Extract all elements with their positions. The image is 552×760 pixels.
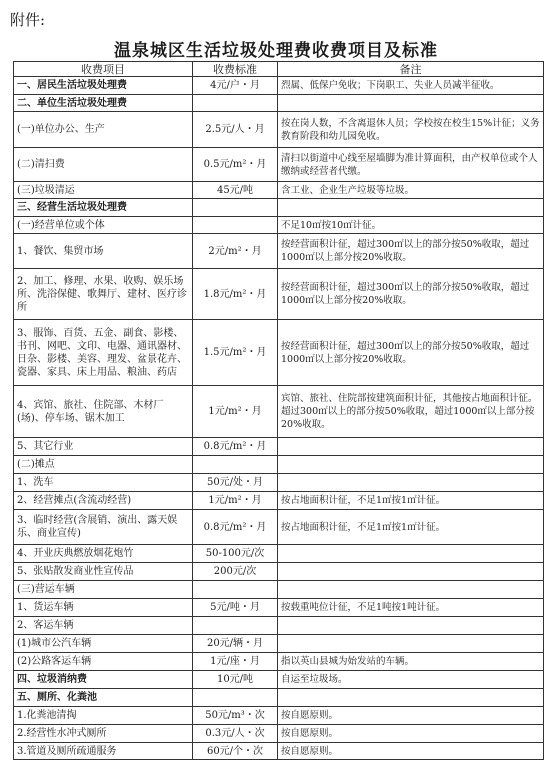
table-row [14,617,544,635]
section-row [14,95,544,112]
note-cell [278,689,544,707]
table-row [14,320,544,386]
item-cell: 3.管道及厕所疏通服务 [14,743,193,760]
standard-cell: 0.3元/人・次 [193,725,278,743]
item-cell: 2、客运车辆 [14,617,193,635]
note-cell: 按经营面积计征，超过300㎡以上的部分按50%收取，超过1000㎡以上部分按20%收取。 [278,320,544,386]
standard-cell [193,95,278,112]
item-cell: 四、垃圾消纳费 [14,671,193,689]
note-cell: 按自愿原则。 [278,743,544,760]
item-cell: 1、洗车 [14,474,193,492]
note-cell: 按经营面积计征，超过300㎡以上的部分按50%收取，超过1000㎡以上部分按20%收取。 [278,234,544,269]
note-cell: 宾馆、旅社、住院部按建筑面积计征，其他按占地面积计征。超过300㎡以上的部分按50%收取，超过1000㎡以上部分按20%收取。 [278,386,544,438]
note-cell [278,438,544,456]
standard-cell: 2.5元/人・月 [193,112,278,148]
document-title: 温泉城区生活垃圾处理费收费项目及标准 [114,41,438,61]
note-cell: 按占地面积计征，不足1㎡按1㎡计征。 [278,510,544,545]
item-cell: 二、单位生活垃圾处理费 [14,95,193,112]
item-cell: 2.经营性水冲式厕所 [14,725,193,743]
fee-table [13,61,544,760]
item-cell: 5、张贴散发商业性宣传品 [14,563,193,581]
table-row [14,725,544,743]
table-row [14,438,544,456]
standard-cell: 1元/座・月 [193,653,278,671]
note-cell: 按自愿原则。 [278,707,544,725]
note-cell: 自运至垃圾场。 [278,671,544,689]
standard-cell: 5元/吨・月 [193,599,278,617]
item-cell: 2、经营摊点(含流动经营) [14,492,193,510]
item-cell: 1、货运车辆 [14,599,193,617]
item-cell: 三、经营生活垃圾处理费 [14,199,193,217]
section-row [14,689,544,707]
section-row [14,671,544,689]
item-cell: 1、餐饮、集贸市场 [14,234,193,269]
section-row [14,199,544,217]
note-cell [278,545,544,563]
note-cell: 按自愿原则。 [278,725,544,743]
standard-cell: 1元/m²・月 [193,492,278,510]
standard-cell: 60元/个・次 [193,743,278,760]
item-cell: 五、厕所、化粪池 [14,689,193,707]
table-row [14,269,544,320]
table-row [14,707,544,725]
standard-cell: 45元/吨 [193,182,278,199]
note-cell [278,456,544,474]
note-cell: 按在岗人数，不含离退休人员；学校按在校生15%计征；义务教育阶段和幼儿园免收。 [278,112,544,148]
note-cell: 按经营面积计征，超过300㎡以上的部分按50%收取，超过1000㎡以上部分按20%收取。 [278,269,544,320]
column-header-item: 收费项目 [14,62,193,77]
table-row [14,456,544,474]
table-row [14,234,544,269]
standard-cell: 1.5元/m²・月 [193,320,278,386]
table-row [14,386,544,438]
table-row [14,581,544,599]
table-row [14,510,544,545]
note-cell: 烈属、低保户免收；下岗职工、失业人员减半征收。 [278,77,544,95]
note-cell: 指以英山县城为始发站的车辆。 [278,653,544,671]
table-row [14,545,544,563]
table-body [14,77,544,760]
standard-cell: 200元/次 [193,563,278,581]
standard-cell [193,217,278,234]
item-cell: 一、居民生活垃圾处理费 [14,77,193,95]
standard-cell: 4元/户・月 [193,77,278,95]
table-row [14,653,544,671]
item-cell: 2、加工、修理、水果、收购、娱乐场所、洗浴保健、歌舞厅、建材、医疗诊所 [14,269,193,320]
table-row [14,474,544,492]
section-row [14,77,544,95]
standard-cell: 50元/处・月 [193,474,278,492]
standard-cell [193,199,278,217]
standard-cell: 1元/m²・月 [193,386,278,438]
item-cell: 3、服饰、百货、五金、副食、影楼、书刊、网吧、文印、电器、通讯器材、日杂、影楼、美容、理发、盆景花卉、瓷器、家具、床上用品、粮油、药店 [14,320,193,386]
item-cell: (二)清扫费 [14,148,193,182]
standard-cell: 0.5元/m²・月 [193,148,278,182]
note-cell: 按占地面积计征，不足1㎡按1㎡计征。 [278,492,544,510]
column-header-note: 备注 [278,62,544,77]
standard-cell: 20元/辆・月 [193,635,278,653]
note-cell [278,563,544,581]
item-cell: (一)单位办公、生产 [14,112,193,148]
note-cell [278,635,544,653]
table-row [14,599,544,617]
note-cell: 不足10㎡按10㎡计征。 [278,217,544,234]
standard-cell: 0.8元/m²・月 [193,510,278,545]
item-cell: (二)摊点 [14,456,193,474]
table-row [14,635,544,653]
table-row [14,743,544,760]
standard-cell [193,689,278,707]
item-cell: (2)公路客运车辆 [14,653,193,671]
standard-cell [193,456,278,474]
table-row [14,563,544,581]
standard-cell: 0.8元/m²・月 [193,438,278,456]
item-cell: 5、其它行业 [14,438,193,456]
table-row [14,148,544,182]
note-cell: 清扫以街道中心线至屋墙脚为准计算面积，由产权单位或个人缴纳或经营者代缴。 [278,148,544,182]
attachment-label: 附件: [10,11,46,29]
item-cell: 1.化粪池清掏 [14,707,193,725]
standard-cell: 50元/m³・次 [193,707,278,725]
item-cell: (1)城市公汽车辆 [14,635,193,653]
item-cell: 3、临时经营(含展销、演出、露天娱乐、商业宣传) [14,510,193,545]
standard-cell: 2元/m²・月 [193,234,278,269]
note-cell: 按载重吨位计征，不足1吨按1吨计征。 [278,599,544,617]
item-cell: (三)营运车辆 [14,581,193,599]
note-cell [278,199,544,217]
table-header-row [14,62,544,77]
standard-cell: 10元/吨 [193,671,278,689]
item-cell: 4、宾馆、旅社、住院部、木材厂(场)、停车场、锯木加工 [14,386,193,438]
note-cell [278,474,544,492]
item-cell: (三)垃圾清运 [14,182,193,199]
table-row [14,217,544,234]
standard-cell [193,581,278,599]
column-header-standard: 收费标准 [193,62,278,77]
standard-cell: 50-100元/次 [193,545,278,563]
note-cell [278,581,544,599]
standard-cell: 1.8元/m²・月 [193,269,278,320]
standard-cell [193,617,278,635]
note-cell: 含工业、企业生产垃圾等垃圾。 [278,182,544,199]
table-row [14,112,544,148]
table-row [14,492,544,510]
note-cell [278,95,544,112]
item-cell: 4、开业庆典燃放烟花炮竹 [14,545,193,563]
note-cell [278,617,544,635]
table-row [14,182,544,199]
item-cell: (一)经营单位或个体 [14,217,193,234]
